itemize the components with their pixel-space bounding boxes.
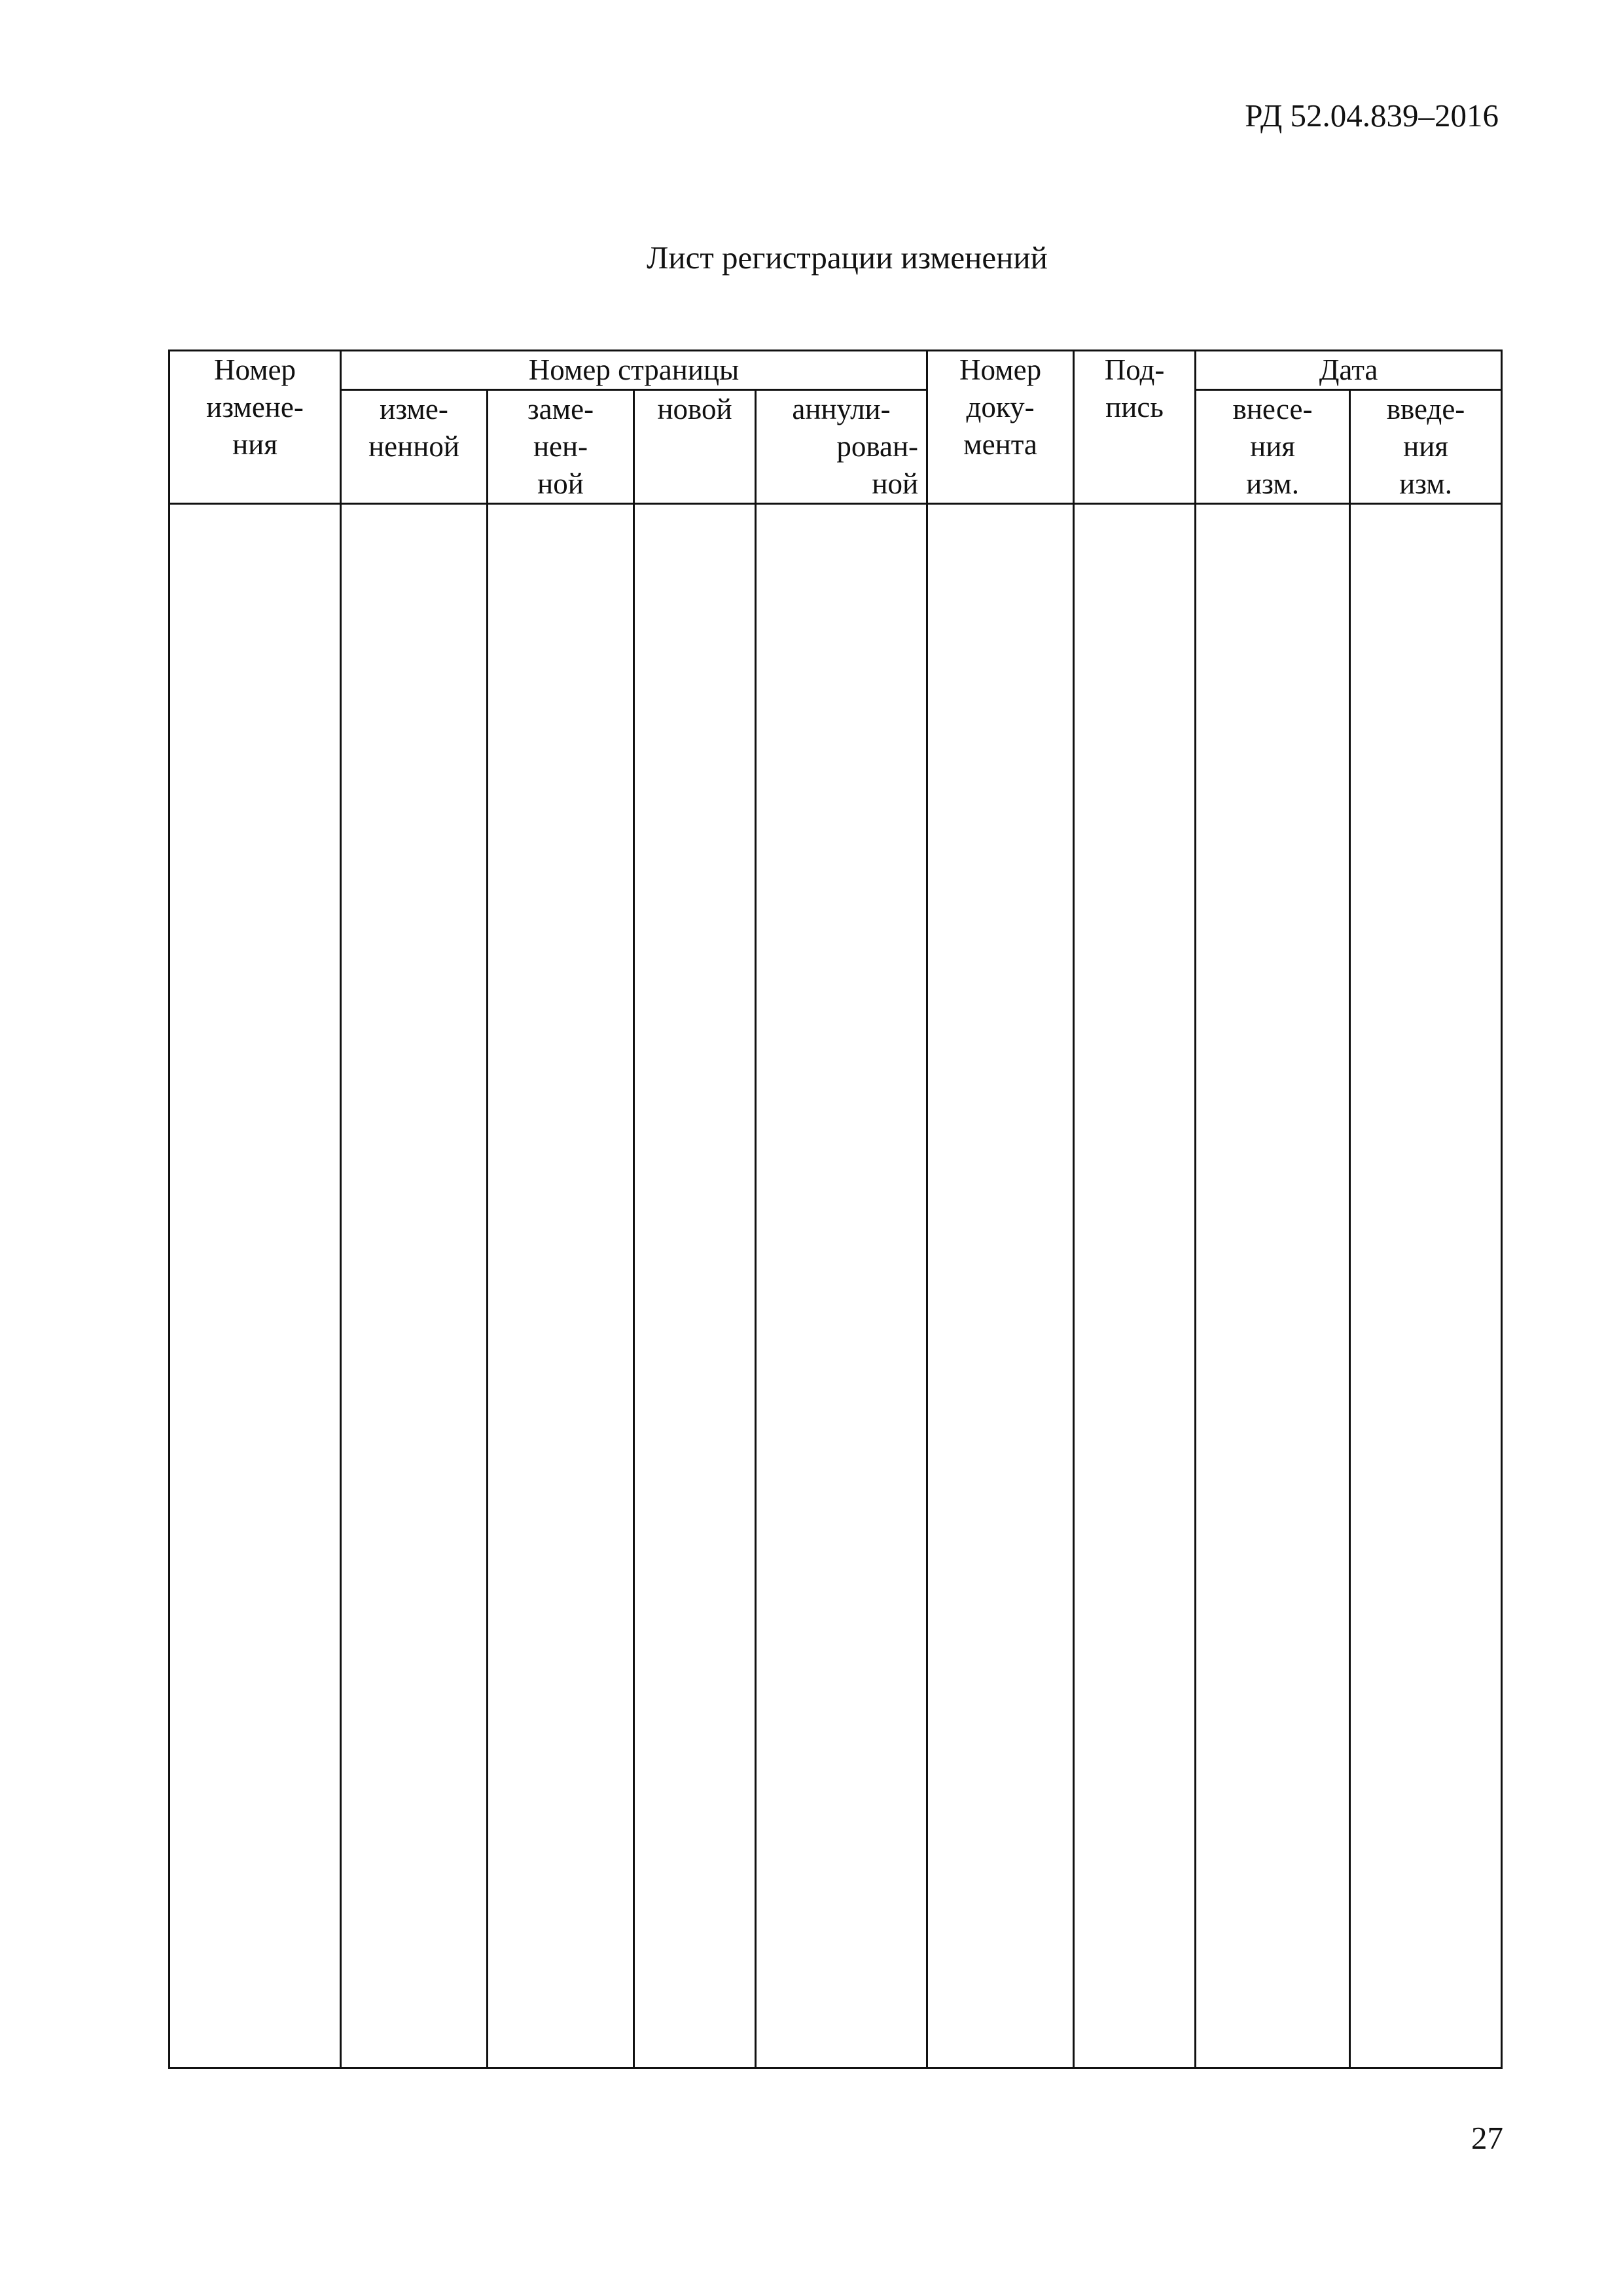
cell-change-number — [169, 504, 341, 2068]
page-number: 27 — [1471, 2120, 1503, 2156]
col-signature-header: Под- пись — [1074, 351, 1196, 504]
col-document-number-header: Номер доку- мента — [927, 351, 1074, 504]
group-page-number-header: Номер страницы — [341, 351, 927, 390]
cell-date-introduction — [1350, 504, 1502, 2068]
document-code: РД 52.04.839–2016 — [1245, 98, 1499, 134]
col-new-header: новой — [634, 390, 756, 504]
page-title: Лист регистрации изменений — [647, 240, 1048, 276]
cell-date-entry — [1196, 504, 1350, 2068]
col-changed-header: изме- ненной — [341, 390, 488, 504]
cell-changed — [341, 504, 488, 2068]
table-row — [169, 504, 1502, 2068]
change-registration-table — [168, 350, 1503, 2069]
cell-new — [634, 504, 756, 2068]
col-annulled-header: аннули- рован- ной — [756, 390, 927, 504]
cell-replaced — [488, 504, 634, 2068]
group-date-header: Дата — [1196, 351, 1502, 390]
cell-signature — [1074, 504, 1196, 2068]
cell-document-number — [927, 504, 1074, 2068]
col-change-number-header: Номер измене- ния — [169, 351, 341, 504]
col-date-introduction-header: введе- ния изм. — [1350, 390, 1502, 504]
cell-annulled — [756, 504, 927, 2068]
col-replaced-header: заме- нен- ной — [488, 390, 634, 504]
col-date-entry-header: внесе- ния изм. — [1196, 390, 1350, 504]
